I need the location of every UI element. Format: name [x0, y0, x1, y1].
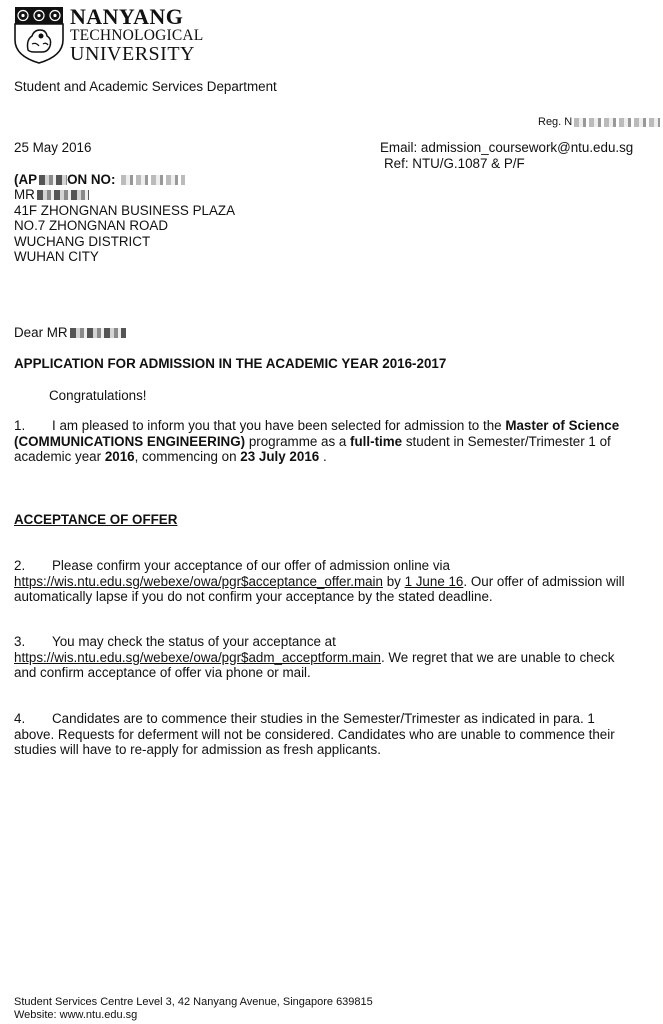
para-3-text-2: . We regret that we are unable to check: [380, 649, 615, 665]
para-1-number: 1.: [14, 418, 26, 433]
programme-degree: Master of Science: [505, 418, 620, 433]
redacted-recipient-name: [37, 190, 89, 200]
acceptance-deadline: 1 June 16: [404, 573, 464, 589]
para-2-text: Please confirm your acceptance of our offer of admission online via: [52, 558, 450, 573]
acceptance-heading: ACCEPTANCE OF OFFER: [14, 512, 178, 527]
contact-email: Email: admission_coursework@ntu.edu.sg: [380, 140, 634, 155]
para-4-text-3: studies will have to re-apply for admission as fresh applicants.: [14, 742, 381, 757]
paragraph-4: [14, 711, 648, 758]
paragraph-1: [14, 418, 644, 465]
para-1-text-6: .: [319, 449, 327, 464]
redacted-application-number: [121, 175, 185, 185]
application-label: ON NO:: [67, 172, 116, 187]
para-1-text: I am pleased to inform you that you have been selected for admission to the: [52, 418, 506, 433]
paragraph-3: [14, 634, 648, 681]
department-name: Student and Academic Services Department: [14, 79, 277, 94]
wordmark-university: UNIVERSITY: [70, 43, 195, 65]
reg-label: Reg. N: [538, 116, 573, 128]
para-4-text-2: above. Requests for deferment will not be considered. Candidates who are unable to commence their: [14, 726, 615, 742]
address-line-1: 41F ZHONGNAN BUSINESS PLAZA: [14, 202, 235, 218]
para-1-text-5: , commencing on: [134, 449, 241, 464]
recipient-name: [14, 187, 235, 203]
redacted-salutation-name: [70, 328, 126, 338]
recipient-address: [14, 187, 235, 265]
redacted-reg-number: [574, 118, 660, 127]
para-2-text-4: automatically lapse if you do not confirm your acceptance by the stated deadline.: [14, 589, 493, 604]
para-1-text-4: academic year: [14, 449, 105, 464]
para-2-text-3: . Our offer of admission will: [463, 573, 625, 589]
para-4-text: Candidates are to commence their studies in the Semester/Trimester as indicated in para. 1: [52, 711, 595, 726]
programme-name: (COMMUNICATIONS ENGINEERING): [14, 433, 246, 449]
recipient-title: MR: [14, 187, 35, 202]
para-1-text-3: student in Semester/Trimester 1 of: [402, 433, 611, 449]
acceptance-offer-link[interactable]: https://wis.ntu.edu.sg/webexe/owa/pgr$acceptance_offer.main: [14, 573, 383, 589]
university-wordmark: [70, 6, 203, 64]
ntu-crest-logo: [14, 6, 64, 64]
application-number: [14, 172, 185, 188]
wordmark-technological: TECHNOLOGICAL: [70, 27, 204, 44]
commencement-date: 23 July 2016: [240, 449, 320, 464]
para-3-text-3: and confirm acceptance of offer via phone or mail.: [14, 665, 311, 680]
address-line-4: WUHAN CITY: [14, 249, 99, 264]
letter-date: 25 May 2016: [14, 140, 92, 155]
academic-year: 2016: [104, 449, 135, 464]
footer: [14, 996, 373, 1022]
footer-website: Website: www.ntu.edu.sg: [14, 1009, 138, 1021]
address-line-3: WUCHANG DISTRICT: [14, 233, 151, 249]
study-mode: full-time: [350, 433, 403, 449]
redacted-application-label: [39, 175, 67, 185]
reg-number: [538, 116, 660, 129]
para-3-number: 3.: [14, 634, 26, 649]
para-3-text: You may check the status of your acceptance at: [52, 634, 336, 649]
congratulations: Congratulations!: [49, 388, 147, 403]
para-1-text-2: programme as a: [245, 433, 351, 449]
salutation: [14, 325, 126, 341]
para-2-text-2: by: [382, 573, 405, 589]
acceptance-status-link[interactable]: https://wis.ntu.edu.sg/webexe/owa/pgr$adm_acceptform.main: [14, 649, 381, 665]
para-2-number: 2.: [14, 558, 26, 573]
footer-address: Student Services Centre Level 3, 42 Nanyang Avenue, Singapore 639815: [14, 996, 373, 1008]
paragraph-2: [14, 558, 648, 605]
wordmark-nanyang: NANYANG: [70, 4, 184, 29]
address-line-2: NO.7 ZHONGNAN ROAD: [14, 218, 169, 233]
letter-subject: APPLICATION FOR ADMISSION IN THE ACADEMIC YEAR 2016-2017: [14, 356, 447, 371]
application-prefix: (AP: [14, 172, 38, 187]
reference-number: Ref: NTU/G.1087 & P/F: [384, 156, 525, 171]
salutation-text: Dear MR: [14, 325, 68, 340]
para-4-number: 4.: [14, 711, 26, 726]
